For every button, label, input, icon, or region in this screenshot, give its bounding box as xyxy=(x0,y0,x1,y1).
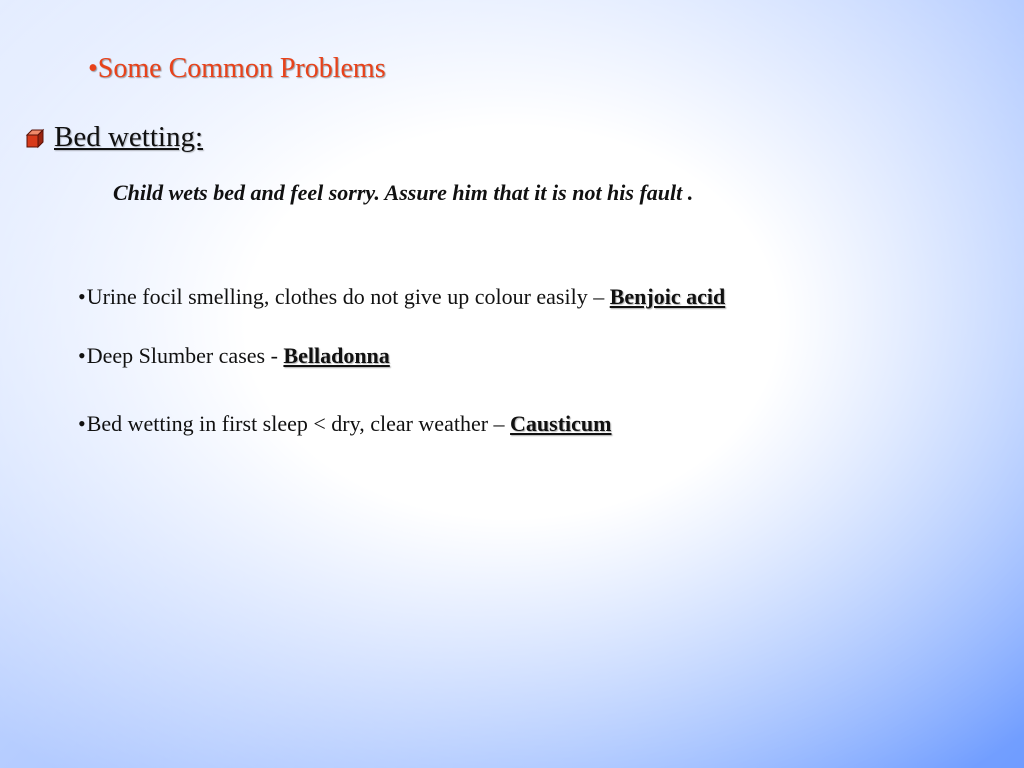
bullet-item xyxy=(78,411,612,437)
bullet-dot: • xyxy=(78,411,86,436)
bullet-item xyxy=(78,284,725,310)
remedy-name: Causticum xyxy=(510,411,612,436)
section-heading-row xyxy=(24,121,203,154)
section-heading: Bed wetting: xyxy=(54,121,204,153)
bullet-text: Bed wetting in first sleep < dry, clear weather – xyxy=(86,411,511,436)
bullet-item xyxy=(78,343,390,369)
slide-title: •Some Common Problems xyxy=(88,53,386,84)
bullet-text: Urine focil smelling, clothes do not give up colour easily – xyxy=(86,284,610,309)
remedy-name: Belladonna xyxy=(283,343,390,368)
red-cube-icon xyxy=(24,128,46,150)
bullet-text: Deep Slumber cases - xyxy=(86,343,284,368)
remedy-name: Benjoic acid xyxy=(609,284,726,309)
intro-text: Child wets bed and feel sorry. Assure him that it is not his fault . xyxy=(113,180,694,205)
bullet-dot: • xyxy=(78,284,86,309)
bullet-dot: • xyxy=(78,343,86,368)
